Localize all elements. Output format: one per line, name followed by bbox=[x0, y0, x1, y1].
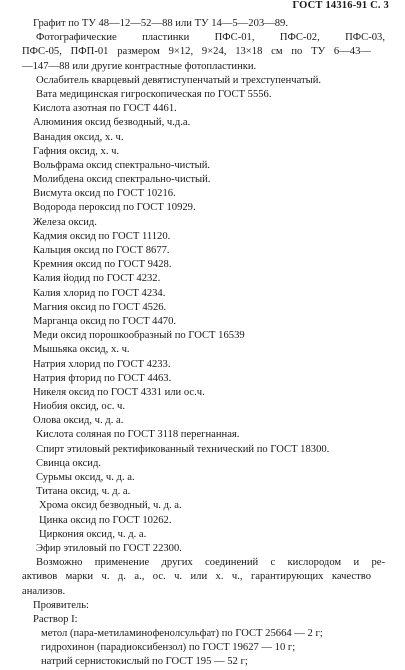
text-line: Цинка оксид по ГОСТ 10262. bbox=[39, 514, 172, 526]
text-line: активов марки ч. д. а., ос. ч. или х. ч., гарантирующих качество bbox=[22, 571, 371, 583]
text-line: Вольфрама оксид спектрально-чистый. bbox=[33, 159, 211, 171]
text-line: Калия йодид по ГОСТ 4232. bbox=[33, 273, 161, 285]
text-line: натрий сернистокислый по ГОСТ 195 — 52 г; bbox=[41, 656, 248, 668]
text-line: Ослабитель кварцевый девятиступенчатый и трехступенчатый. bbox=[36, 74, 322, 86]
text-line: —147—88 или другие контрастные фотопластинки. bbox=[22, 60, 257, 72]
text-line: Марганца оксид по ГОСТ 4470. bbox=[33, 315, 177, 327]
text-line: гидрохинон (парадиоксибензол) по ГОСТ 19627 — 10 г; bbox=[41, 642, 296, 654]
text-line: Натрия фторид по ГОСТ 4463. bbox=[33, 372, 172, 384]
text-line: Кадмия оксид по ГОСТ 11120. bbox=[33, 230, 171, 242]
text-line: Циркония оксид, ч. д. а. bbox=[39, 528, 147, 540]
text-line: Натрия хлорид по ГОСТ 4233. bbox=[33, 358, 171, 370]
text-line: Кислота соляная по ГОСТ 3118 перегнанная. bbox=[36, 429, 240, 441]
text-line: Висмута оксид по ГОСТ 10216. bbox=[33, 188, 176, 200]
text-line: Вата медицинская гигроскопическая по ГОСТ 5556. bbox=[36, 88, 272, 100]
text-line: Спирт этиловый ректификованный технический по ГОСТ 18300. bbox=[36, 443, 330, 455]
text-line: Железа оксид. bbox=[33, 216, 97, 228]
text-line: Фотографические пластинки ПФС-01, ПФС-02, ПФС-03, bbox=[36, 32, 385, 44]
text-line: Алюминия оксид безводный, ч.д.а. bbox=[33, 117, 191, 129]
page-header: ГОСТ 14316-91 С. 3 bbox=[292, 0, 389, 11]
text-line: Раствор I: bbox=[33, 613, 78, 625]
text-line: Молибдена оксид спектрально-чистый. bbox=[33, 174, 211, 186]
text-line: Гафния оксид, х. ч. bbox=[33, 145, 120, 157]
text-line: Свинца оксид. bbox=[36, 457, 102, 469]
text-line: Мышьяка оксид, х. ч. bbox=[33, 344, 130, 356]
text-line: Ниобия оксид, ос. ч. bbox=[33, 401, 125, 413]
text-line: Ванадия оксид, х. ч. bbox=[33, 131, 124, 143]
text-line: Олова оксид, ч. д. а. bbox=[33, 415, 124, 427]
text-line: Водорода пероксид по ГОСТ 10929. bbox=[33, 202, 196, 214]
text-line: Возможно применение других соединений с кислородом и ре- bbox=[36, 557, 385, 569]
text-line: Кальция оксид по ГОСТ 8677. bbox=[33, 245, 170, 256]
text-line: Хрома оксид безводный, ч. д. а. bbox=[39, 500, 182, 512]
text-line: Калия хлорид по ГОСТ 4234. bbox=[33, 287, 166, 299]
text-line: ПФС-05, ПФП-01 размером 9×12, 9×24, 13×18 см по ТУ 6—43— bbox=[22, 46, 371, 58]
text-line: метол (пара-метиламинофенолсульфат) по ГОСТ 25664 — 2 г; bbox=[41, 628, 323, 640]
text-line: Кислота азотная по ГОСТ 4461. bbox=[33, 103, 177, 115]
text-line: Магния оксид по ГОСТ 4526. bbox=[33, 301, 167, 313]
text-line: Проявитель: bbox=[33, 599, 89, 611]
text-line: Кремния оксид по ГОСТ 9428. bbox=[33, 259, 172, 271]
text-line: Сурьмы оксид, ч. д. а. bbox=[36, 472, 135, 483]
text-line: Меди оксид порошкообразный по ГОСТ 16539 bbox=[33, 330, 245, 342]
text-line: Титана оксид, ч. д. а. bbox=[36, 486, 131, 498]
text-line: Эфир этиловый по ГОСТ 22300. bbox=[36, 542, 182, 554]
document-body bbox=[0, 17, 405, 670]
text-line: Никеля оксид по ГОСТ 4331 или ос.ч. bbox=[33, 386, 205, 398]
text-line: анализов. bbox=[22, 585, 66, 597]
text-line: Графит по ТУ 48—12—52—88 или ТУ 14—5—203—89. bbox=[33, 18, 289, 29]
